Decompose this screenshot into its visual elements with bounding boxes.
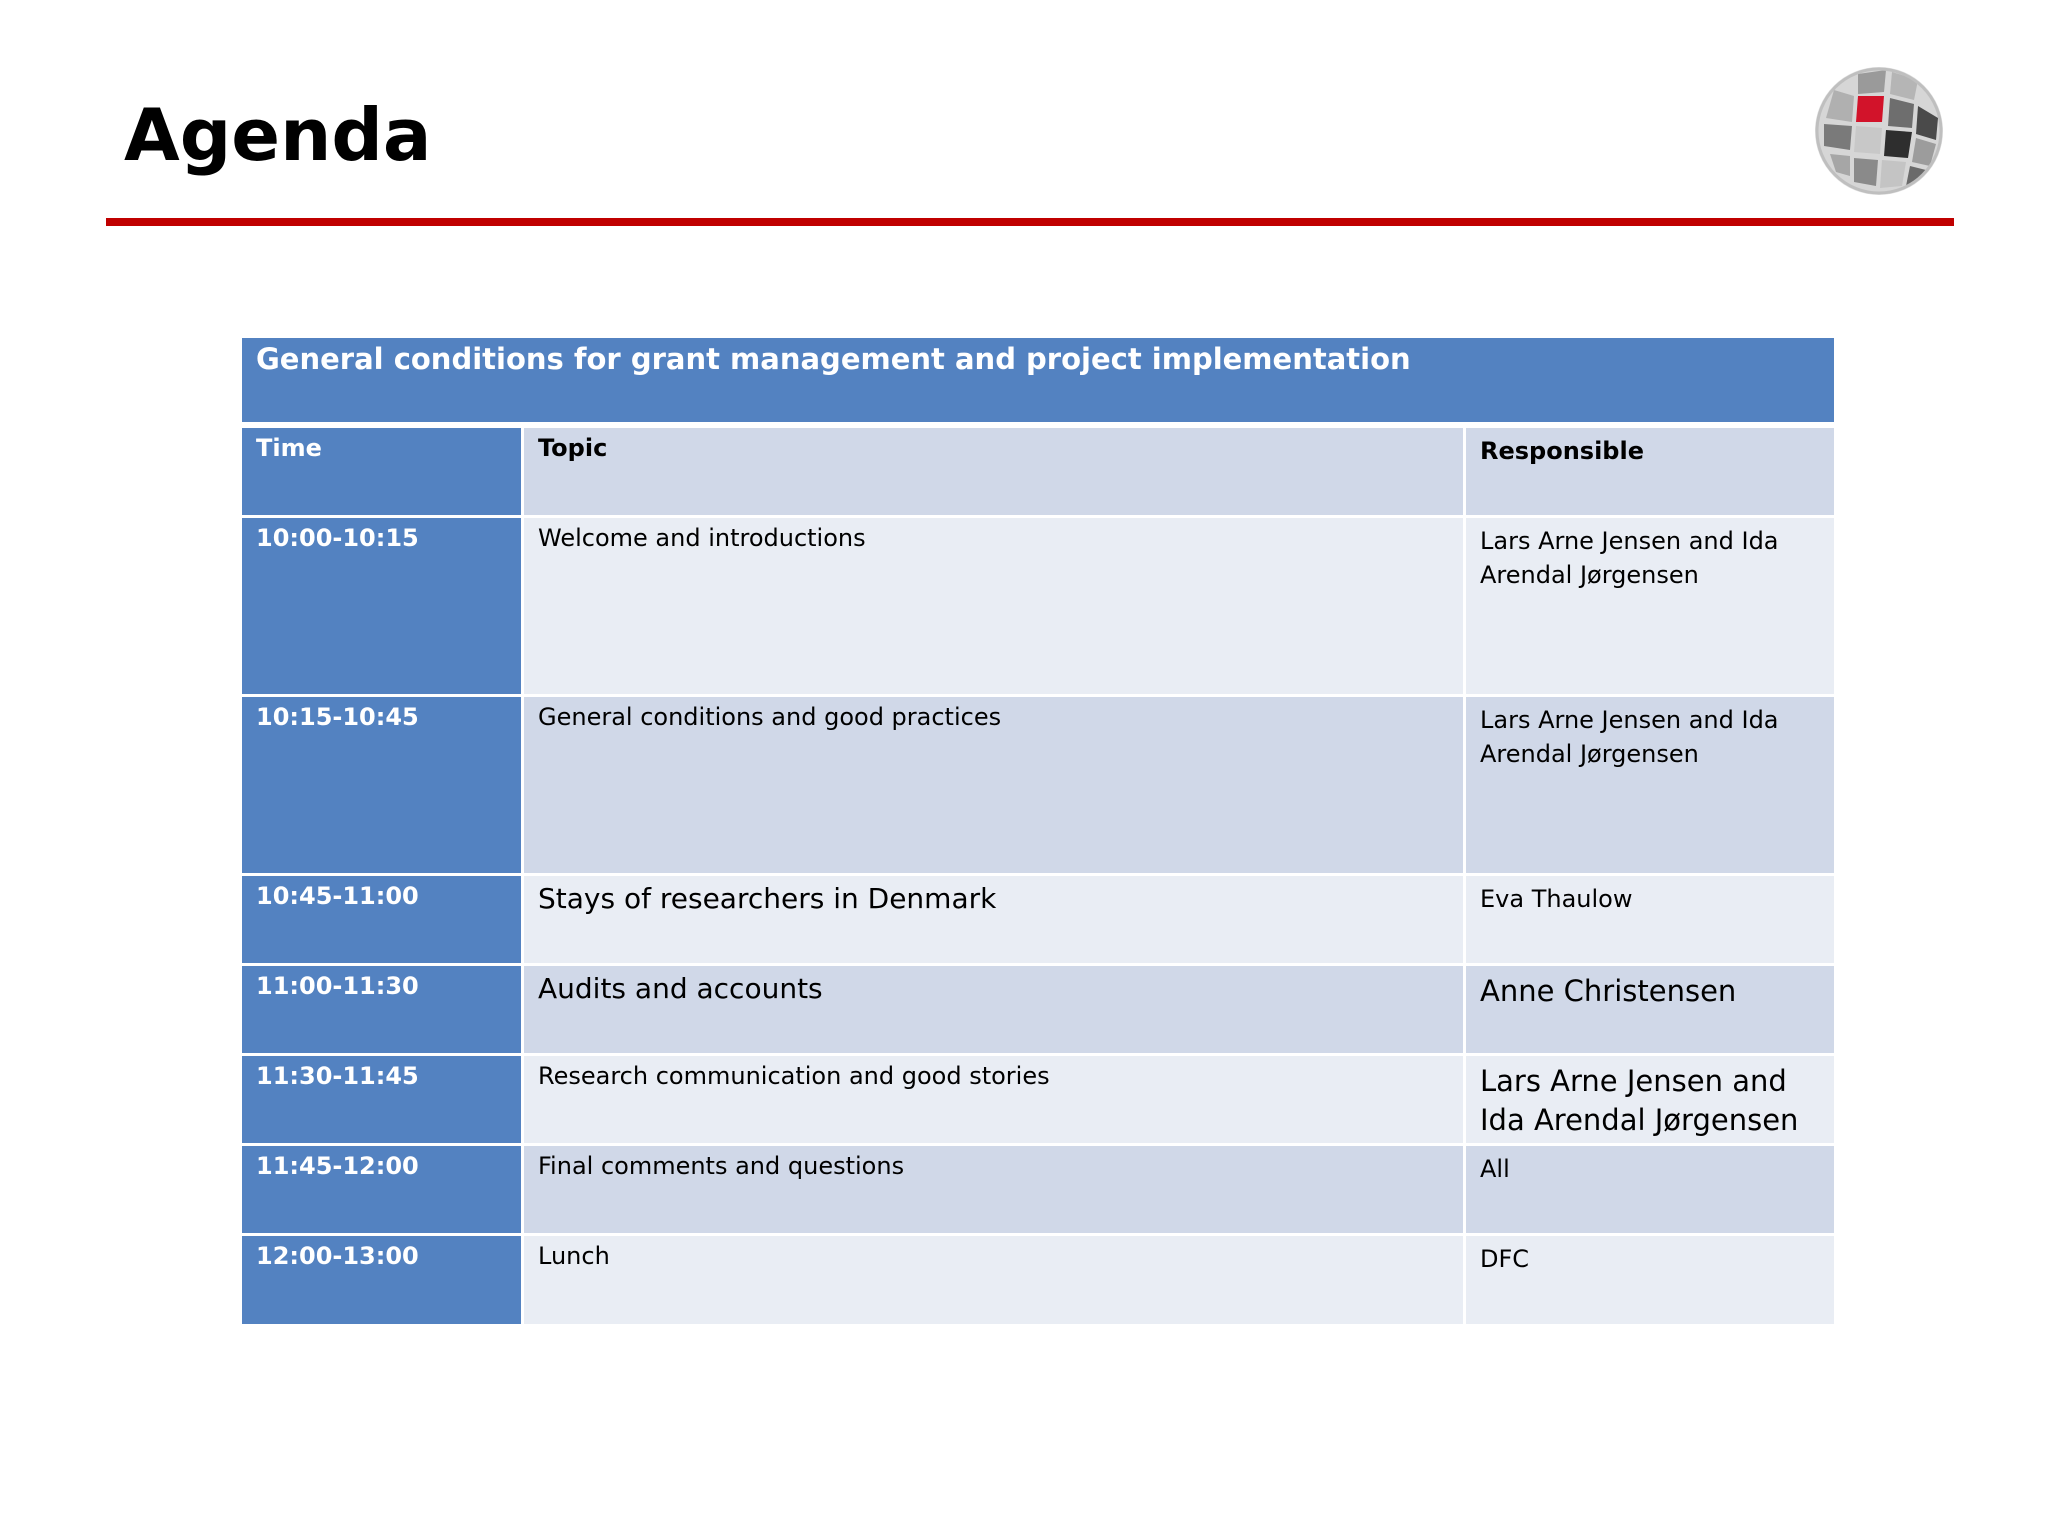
topic-cell: Welcome and introductions [524,518,1466,694]
time-cell: 12:00-13:00 [242,1236,524,1324]
agenda-table [242,338,1834,1324]
table-section-title: General conditions for grant management and project implementation [242,338,1834,422]
responsible-cell: Eva Thaulow [1466,876,1834,963]
responsible-cell: Lars Arne Jensen and Ida Arendal Jørgensen [1466,518,1834,694]
time-cell: 10:00-10:15 [242,518,524,694]
topic-cell: Research communication and good stories [524,1056,1466,1143]
column-header-topic: Topic [524,428,1466,515]
time-cell: 11:30-11:45 [242,1056,524,1143]
globe-logo-icon [1814,66,1944,196]
responsible-cell: Anne Christensen [1466,966,1834,1053]
title-divider [106,218,1954,226]
responsible-cell: Lars Arne Jensen and Ida Arendal Jørgensen [1466,1056,1834,1143]
table-row [242,1146,1834,1236]
table-row [242,1236,1834,1324]
topic-cell: Final comments and questions [524,1146,1466,1233]
responsible-cell: Lars Arne Jensen and Ida Arendal Jørgensen [1466,697,1834,873]
column-header-responsible: Responsible [1466,428,1834,515]
page-title: Agenda [124,93,432,177]
column-header-time: Time [242,428,524,515]
time-cell: 11:45-12:00 [242,1146,524,1233]
topic-cell: Stays of researchers in Denmark [524,876,1466,963]
time-cell: 10:15-10:45 [242,697,524,873]
table-row [242,1056,1834,1146]
table-header-row [242,428,1834,518]
topic-cell: Audits and accounts [524,966,1466,1053]
topic-cell: Lunch [524,1236,1466,1324]
table-row [242,518,1834,697]
responsible-cell: All [1466,1146,1834,1233]
table-row [242,876,1834,966]
time-cell: 10:45-11:00 [242,876,524,963]
time-cell: 11:00-11:30 [242,966,524,1053]
table-row [242,966,1834,1056]
table-row [242,697,1834,876]
topic-cell: General conditions and good practices [524,697,1466,873]
responsible-cell: DFC [1466,1236,1834,1324]
